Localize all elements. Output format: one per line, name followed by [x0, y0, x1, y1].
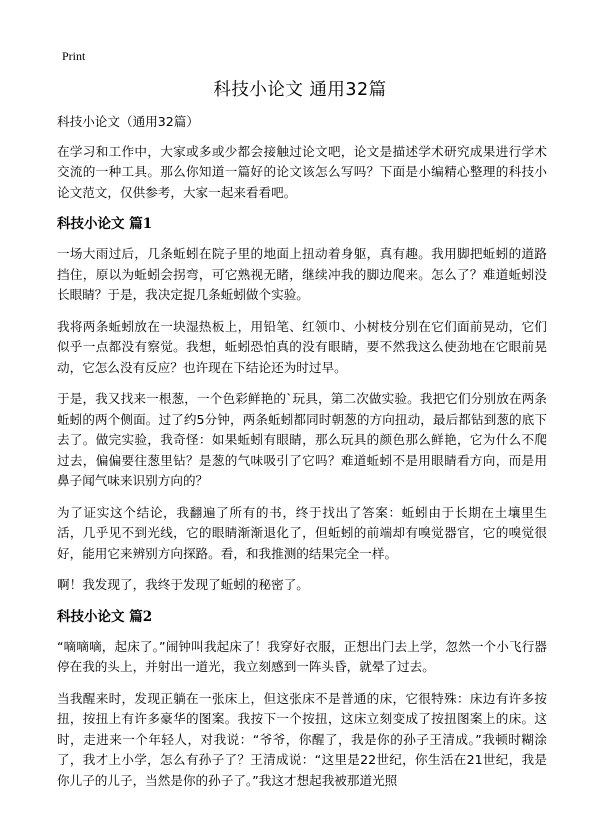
print-link[interactable]: Print	[62, 49, 86, 63]
body-paragraph: 于是，我又找来一根葱，一个色彩鲜艳的`玩具，第二次做实验。我把它们分别放在两条蚯蚓的两个侧面。过了约5分钟，两条蚯蚓都同时朝葱的方向扭动，最后都钻到葱的底下去了。做完实验，我奇怪：如果蚯蚓有眼睛，那么玩具的颜色那么鲜艳，它为什么不爬过去，偏偏要往葱里钻？是葱的气味吸引了它吗？难道蚯蚓不是用眼睛看方向，而是用鼻子闻气味来识别方向的？	[57, 391, 547, 488]
body-paragraph: 当我醒来时，发现正躺在一张床上，但这张床不是普通的床，它很特殊：床边有许多按扭，按扭上有许多豪华的图案。我按下一个按扭，这床立刻变成了按扭图案上的床。这时，走进来一个年轻人，对我说：“爷爷，你醒了，我是你的孙子王清成。”我顿时糊涂了，我才上小学，怎么有孙子了？王清成说：“这里是22世纪，你生活在21世纪，我是你儿子的儿子，当然是你的孙子了。”我这才想起我被那道光照	[57, 690, 547, 788]
body-paragraph: 为了证实这个结论，我翻遍了所有的书，终于找出了答案：蚯蚓由于长期在土壤里生活，几乎见不到光线，它的眼睛渐渐退化了，但蚯蚓的前端却有嗅觉器官，它的嗅觉很好，能用它来辨别方向探路。看，和我推测的结果完全一样。	[57, 504, 547, 561]
article-body	[57, 112, 547, 802]
body-paragraph: 啊！我发现了，我终于发现了蚯蚓的秘密了。	[57, 577, 309, 592]
article-subtitle: 科技小论文（通用32篇）	[57, 114, 199, 129]
body-paragraph: 一场大雨过后，几条蚯蚓在院子里的地面上扭动着身躯，真有趣。我用脚把蚯蚓的道路挡住，原以为蚯蚓会拐弯，可它熟视无睹，继续冲我的脚边爬来。怎么了？难道蚯蚓没长眼睛？于是，我决定捉几条蚯蚓做个实验。	[57, 246, 547, 302]
intro-paragraph: 在学习和工作中，大家或多或少都会接触过论文吧，论文是描述学术研究成果进行学术交流的一种工具。那么你知道一篇好的论文该怎么写吗？下面是小编精心整理的科技小论文范文，仅供参考，大家一起来看看吧。	[57, 143, 547, 200]
section-heading: 科技小论文 篇2	[57, 608, 153, 625]
body-paragraph: 我将两条蚯蚓放在一块湿热板上，用铅笔、红领巾、小树枝分别在它们面前晃动，它们似乎一点都没有察觉。我想，蚯蚓恐怕真的没有眼睛，要不然我这么使劲地在它眼前晃动，它怎么没有反应？也许现在下结论还为时过早。	[57, 318, 547, 375]
page-title: 科技小论文 通用32篇	[213, 80, 387, 100]
body-paragraph: “嘀嘀嘀，起床了。”闹钟叫我起床了！我穿好衣服，正想出门去上学，忽然一个小飞行器停在我的头上，并射出一道光，我立刻感到一阵头昏，就晕了过去。	[57, 638, 547, 674]
section-heading: 科技小论文 篇1	[57, 216, 153, 232]
